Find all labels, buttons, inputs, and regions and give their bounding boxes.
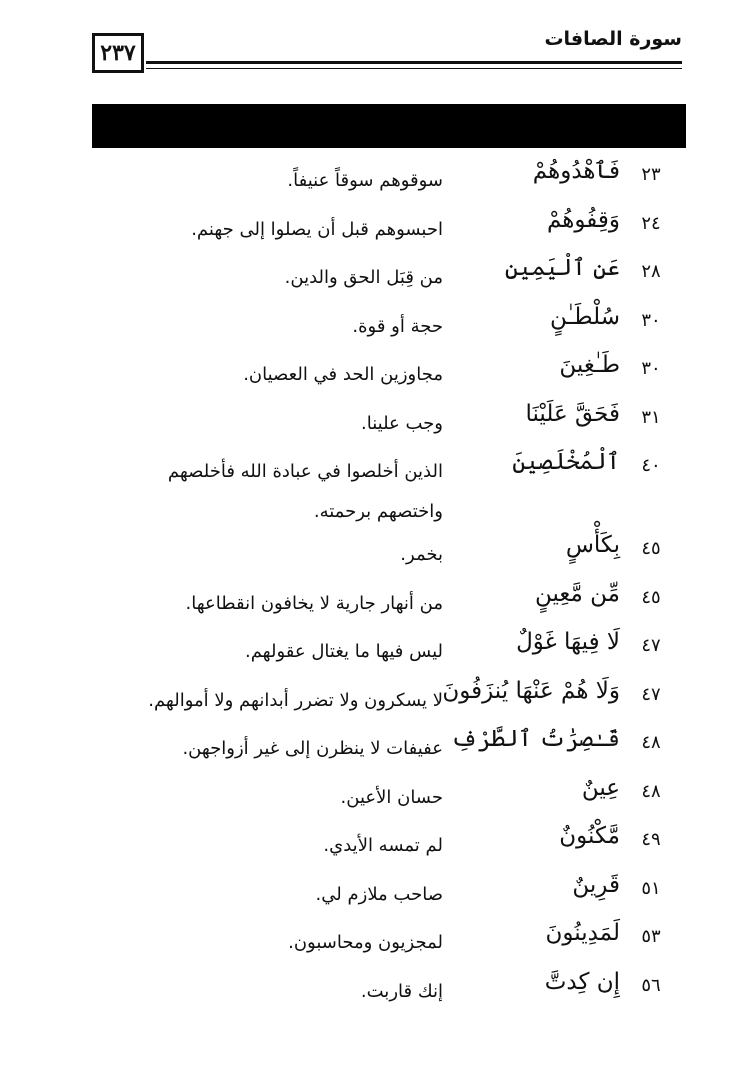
word-meaning: من قِبَل الحق والدين. xyxy=(284,267,443,288)
black-banner xyxy=(92,104,686,148)
list-item xyxy=(0,963,755,1012)
list-item xyxy=(0,152,755,201)
verse-number: ٣٠ xyxy=(641,358,661,379)
surah-title: سورة الصافات xyxy=(544,28,682,50)
vocabulary-list xyxy=(0,152,755,1011)
verse-number: ٤٥ xyxy=(641,538,661,559)
quran-word: بِكَأْسٍ xyxy=(565,532,620,558)
word-meaning: حجة أو قوة. xyxy=(352,315,443,337)
word-meaning: وجب علينا. xyxy=(361,412,443,434)
word-meaning: صاحب ملازم لي. xyxy=(315,883,443,905)
word-meaning: من أنهار جارية لا يخافون انقطاعها. xyxy=(185,592,443,614)
quran-word: مَّكْنُونٌ xyxy=(559,823,620,849)
verse-number: ٣٠ xyxy=(641,309,661,331)
list-item xyxy=(0,395,755,444)
verse-number: ٢٤ xyxy=(641,212,661,234)
list-item xyxy=(0,672,755,721)
list-item xyxy=(0,526,755,575)
page-header xyxy=(92,28,682,86)
word-meaning: سوقوهم سوقاً عنيفاً. xyxy=(287,170,443,191)
word-meaning: الذين أخلصوا في عبادة الله فأخلصهم واختصهم برحمته. xyxy=(167,461,443,522)
word-meaning: لا يسكرون ولا تضرر أبدانهم ولا أموالهم. xyxy=(148,689,443,711)
list-item xyxy=(0,866,755,915)
quran-word: لَمَدِينُونَ xyxy=(545,920,620,946)
word-meaning: احبسوهم قبل أن يصلوا إلى جهنم. xyxy=(191,218,443,240)
list-item xyxy=(0,298,755,347)
page-number: ٢٣٧ xyxy=(92,33,144,73)
word-meaning: مجاوزين الحد في العصيان. xyxy=(243,364,443,385)
verse-number: ٣١ xyxy=(641,406,661,428)
quran-word: فَٱهْدُوهُمْ xyxy=(532,158,620,184)
list-item xyxy=(0,249,755,298)
word-meaning: حسان الأعين. xyxy=(340,786,443,808)
verse-number: ٤٧ xyxy=(641,683,661,705)
verse-number: ٤٨ xyxy=(641,780,661,802)
word-meaning: بخمر. xyxy=(400,544,443,565)
verse-number: ٤٨ xyxy=(641,732,661,753)
quran-word: سُلْطَـٰنٍ xyxy=(550,303,620,330)
quran-word: طَـٰغِينَ xyxy=(559,352,620,378)
word-meaning: لم تمسه الأيدي. xyxy=(323,835,443,856)
quran-word: ٱلْمُخْلَصِينَ xyxy=(512,449,620,475)
list-item xyxy=(0,769,755,818)
list-item xyxy=(0,720,755,769)
word-meaning: عفيفات لا ينظرن إلى غير أزواجهن. xyxy=(182,738,443,759)
quran-word: فَحَقَّ عَلَيْنَا xyxy=(525,400,620,427)
quran-word: لَا فِيهَا غَوْلٌ xyxy=(516,629,620,655)
quran-word: قَـٰصِرَٰتُ ٱلطَّرْفِ xyxy=(450,726,620,752)
header-rule-thin xyxy=(146,68,682,69)
quran-word: مِّن مَّعِينٍ xyxy=(534,580,620,607)
word-meaning: لمجزيون ومحاسبون. xyxy=(288,932,443,953)
list-item xyxy=(0,201,755,250)
quran-word: إِن كِدتَّ xyxy=(544,968,620,995)
list-item xyxy=(0,817,755,866)
verse-number: ٤٠ xyxy=(641,455,661,476)
quran-word: عِينٌ xyxy=(581,774,620,801)
word-meaning: ليس فيها ما يغتال عقولهم. xyxy=(244,641,443,662)
verse-number: ٢٨ xyxy=(641,261,661,282)
list-item xyxy=(0,346,755,395)
list-item xyxy=(0,575,755,624)
verse-number: ٥٦ xyxy=(641,974,661,996)
list-item xyxy=(0,443,755,526)
list-item xyxy=(0,623,755,672)
quran-word: عَنِ ٱلْيَمِينِ xyxy=(504,255,620,281)
verse-number: ٥١ xyxy=(641,877,661,899)
verse-number: ٤٥ xyxy=(641,586,661,608)
verse-number: ٢٣ xyxy=(641,164,661,185)
quran-word: وَقِفُوهُمْ xyxy=(546,206,620,233)
verse-number: ٤٧ xyxy=(641,635,661,656)
quran-word: وَلَا هُمْ عَنْهَا يُنزَفُونَ xyxy=(442,677,620,704)
quran-word: قَرِينٌ xyxy=(572,871,620,898)
word-meaning: إنك قاربت. xyxy=(360,980,443,1002)
verse-number: ٤٩ xyxy=(641,829,661,850)
header-rule xyxy=(146,61,682,64)
list-item xyxy=(0,914,755,963)
verse-number: ٥٣ xyxy=(641,926,661,947)
